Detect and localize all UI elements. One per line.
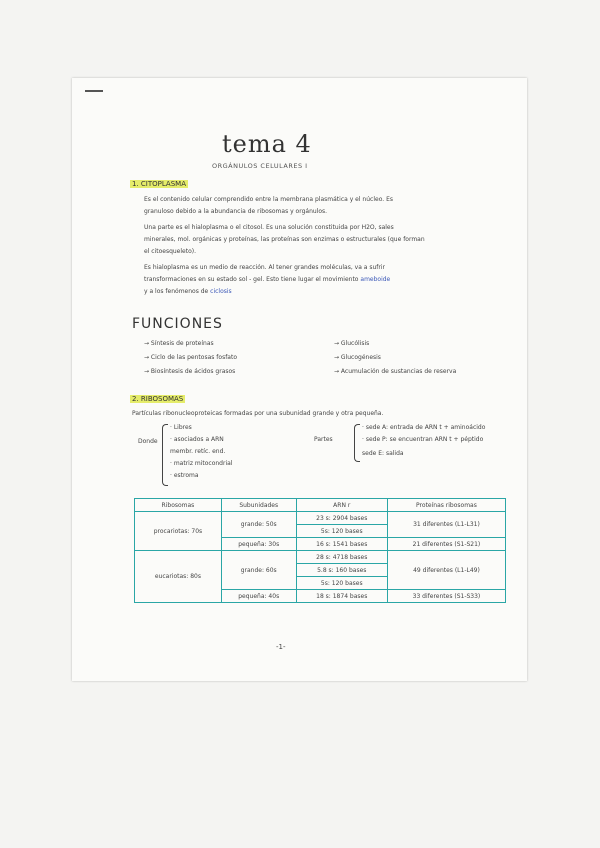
table-row [135,551,506,564]
donde-label: Donde [138,438,158,445]
table-cell: 18 s: 1874 bases [296,590,387,603]
text-line: Es hialoplasma es un medio de reacción. Al tener grandes moléculas, va a sufrir [144,264,386,271]
page-number: -1- [276,643,286,651]
table-cell: 49 diferentes (L1-L49) [387,551,505,590]
table-cell: procariotas: 70s [135,512,222,551]
notebook-page [72,78,527,681]
partes-item: · sede A: entrada de ARN t + aminoácido [362,424,486,431]
table-header-row [135,499,506,512]
text-line-part: y a los fenómenos de [144,288,209,295]
column-header: Ribosomas [135,499,222,512]
highlight-word: ameboide [360,276,391,283]
text-line: Es el contenido celular comprendido entre la membrana plasmática y el núcleo. Es [144,196,393,203]
table-cell: 16 s: 1541 bases [296,538,387,551]
table-cell: 23 s: 2904 bases [296,512,387,525]
table-cell: pequeña: 30s [221,538,296,551]
column-header: ARN r [296,499,387,512]
function-item: → Síntesis de proteínas [144,340,214,347]
text-line: granuloso debido a la abundancia de ribosomas y orgánulos. [144,208,328,215]
brace [354,424,360,462]
column-header: Subunidades [221,499,296,512]
ribosomes-table [134,498,506,603]
donde-item: · asociados a ARN [170,436,224,443]
function-item: → Acumulación de sustancias de reserva [334,368,457,375]
table-cell: grande: 50s [221,512,296,538]
page-title: tema 4 [222,130,312,158]
ribosomas-intro: Partículas ribonucleoproteicas formadas por una subunidad grande y otra pequeña. [132,410,384,417]
highlight-word: ciclosis [210,288,232,295]
text-line: Una parte es el hialoplasma o el citosol. Es una solución constituida por H2O, sales [144,224,394,231]
function-item: → Ciclo de las pentosas fosfato [144,354,238,361]
partes-label: Partes [314,436,333,443]
page-subtitle: ORGÁNULOS CELULARES I [212,162,308,170]
table-cell: 5s: 120 bases [296,525,387,538]
function-item: → Glucogénesis [334,354,381,361]
table-cell: grande: 60s [221,551,296,590]
donde-item: · matriz mitocondrial [170,460,233,467]
donde-item: membr. retíc. end. [170,448,226,455]
donde-item: · estroma [170,472,199,479]
table-cell: 5s: 120 bases [296,577,387,590]
table-cell: 33 diferentes (S1-S33) [387,590,505,603]
text-line [144,276,390,283]
text-line: minerales, mol. orgánicas y proteínas, las proteínas son enzimas o estructurales (que forman [144,236,425,243]
table-row [135,512,506,525]
donde-item: · Libres [170,424,192,431]
text-line [144,288,232,295]
partes-item: sede E: salida [362,450,404,457]
column-header: Proteínas ribosomas [387,499,505,512]
table-cell: 28 s: 4718 bases [296,551,387,564]
table-cell: 31 diferentes (L1-L31) [387,512,505,538]
funciones-heading: FUNCIONES [132,316,223,332]
table-cell: pequeña: 40s [221,590,296,603]
text-line: el citoesqueleto). [144,248,197,255]
table-cell: 21 diferentes (S1-S21) [387,538,505,551]
brace [162,424,168,486]
corner-mark [85,90,103,92]
section-heading-citoplasma: 1. CITOPLASMA [132,180,186,188]
partes-item: · sede P: se encuentran ARN t + péptido [362,436,484,443]
table-cell: 5.8 s: 160 bases [296,564,387,577]
text-line-part: transformaciones en su estado sol - gel. Esto tiene lugar el movimiento [144,276,359,283]
table-cell: eucariotas: 80s [135,551,222,603]
function-item: → Biosíntesis de ácidos grasos [144,368,236,375]
section-heading-ribosomas: 2. RIBOSOMAS [132,395,184,403]
function-item: → Glucólisis [334,340,370,347]
